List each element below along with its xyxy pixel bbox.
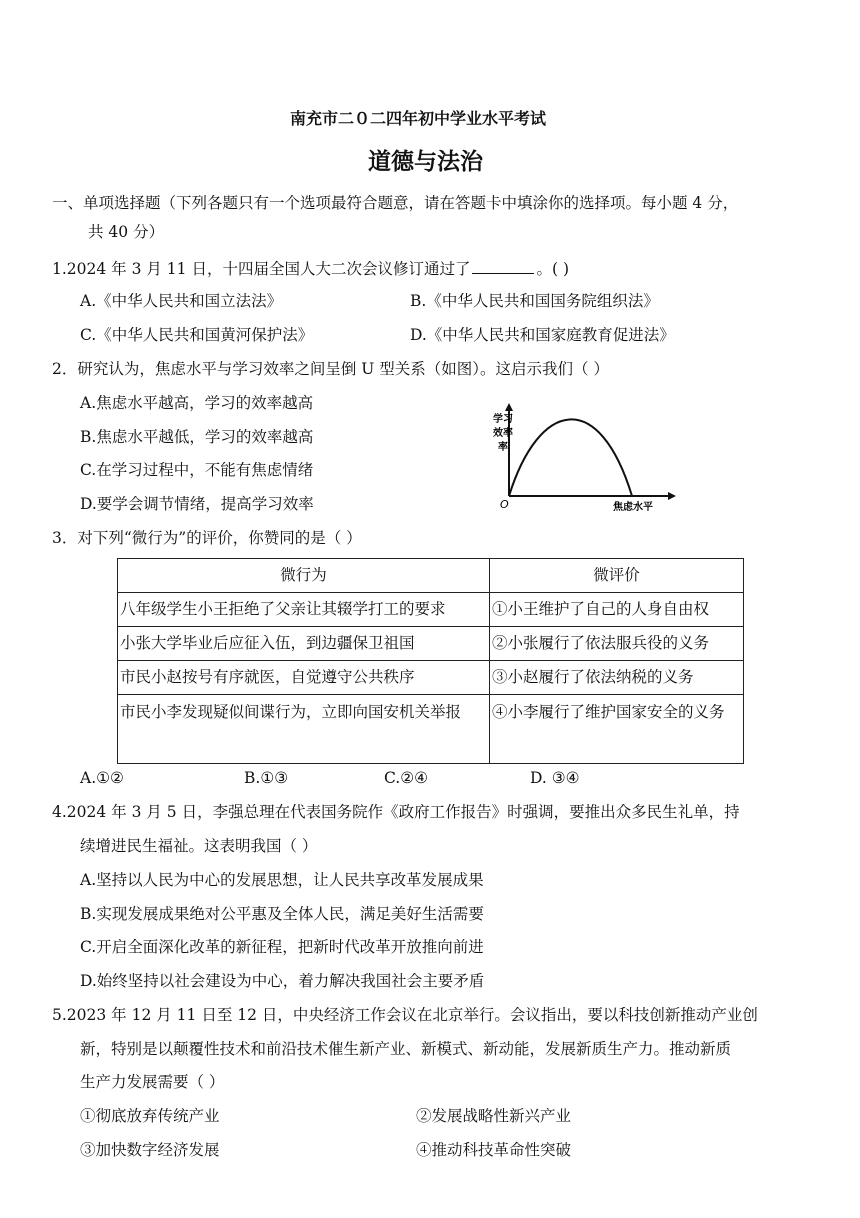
exam-title: 南充市二０二四年初中学业水平考试 — [290, 109, 547, 128]
origin-label: O — [500, 498, 509, 511]
table-cell: ①小王维护了自己的人身自由权 — [490, 593, 744, 627]
q1-stem-end: 。( ) — [536, 260, 569, 278]
table-cell: 八年级学生小王拒绝了父亲让其辍学打工的要求 — [118, 593, 490, 627]
table-cell: ②小张履行了依法服兵役的义务 — [490, 627, 744, 661]
q3-stem: 3．对下列“微行为”的评价，你赞同的是（ ） — [52, 529, 362, 547]
q5-item-4: ④推动科技革命性突破 — [416, 1141, 572, 1159]
q3-option-a: A.①② — [80, 769, 124, 787]
q1-stem-text: 1.2024 年 3 月 11 日，十四届全国人大二次会议修订通过了 — [52, 260, 471, 278]
table-row — [118, 593, 744, 627]
table-row — [118, 695, 744, 764]
table-cell: 市民小赵按号有序就医，自觉遵守公共秩序 — [118, 661, 490, 695]
x-label: 焦虑水平 — [613, 502, 653, 513]
q1-option-d: D.《中华人民共和国家庭教育促进法》 — [410, 326, 675, 344]
q3-option-c: C.②④ — [384, 769, 429, 787]
table-cell: ③小赵履行了依法纳税的义务 — [490, 661, 744, 695]
q4-option-c: C.开启全面深化改革的新征程，把新时代改革开放推向前进 — [80, 938, 484, 956]
y-label-1: 学习 — [493, 414, 513, 425]
q4-option-b: B.实现发展成果绝对公平惠及全体人民，满足美好生活需要 — [80, 905, 484, 923]
q4-stem: 4.2024 年 3 月 5 日，李强总理在代表国务院作《政府工作报告》时强调，要推出众多民生礼单，持 — [52, 803, 740, 821]
q5-stem-end: 生产力发展需要（ ） — [80, 1073, 225, 1091]
table-row — [118, 661, 744, 695]
q3-option-d: D. ③④ — [530, 769, 580, 787]
table-header: 微评价 — [490, 559, 744, 593]
q1-option-a: A.《中华人民共和国立法法》 — [80, 292, 283, 310]
section-heading: 一、单项选择题（下列各题只有一个选项最符合题意，请在答题卡中填涂你的选择项。每小题 4 分， — [52, 194, 739, 212]
table-cell: 小张大学毕业后应征入伍，到边疆保卫祖国 — [118, 627, 490, 661]
q3-table — [117, 558, 744, 764]
q5-stem: 5.2023 年 12 月 11 日至 12 日，中央经济工作会议在北京举行。会议指出，要以科技创新推动产业创 — [52, 1006, 758, 1024]
inverted-u-curve — [509, 419, 632, 496]
q1-option-c: C.《中华人民共和国黄河保护法》 — [80, 326, 314, 344]
subject-title: 道德与法治 — [368, 148, 483, 175]
q1-option-b: B.《中华人民共和国国务院组织法》 — [410, 292, 659, 310]
table-row — [118, 627, 744, 661]
y-label-2: 效率 — [493, 428, 513, 439]
q2-option-d: D.要学会调节情绪，提高学习效率 — [80, 495, 314, 513]
table-cell: 市民小李发现疑似间谍行为，立即向国安机关举报 — [118, 695, 490, 764]
table-header-row — [118, 559, 744, 593]
q2-figure-inverted-u — [487, 400, 687, 515]
table-header: 微行为 — [118, 559, 490, 593]
q3-option-b: B.①③ — [244, 769, 289, 787]
q2-option-c: C.在学习过程中，不能有焦虑情绪 — [80, 461, 314, 479]
q5-item-1: ①彻底放弃传统产业 — [80, 1107, 220, 1125]
x-axis-arrow — [668, 492, 676, 500]
q4-option-d: D.始终坚持以社会建设为中心，着力解决我国社会主要矛盾 — [80, 972, 485, 990]
q2-option-a: A.焦虑水平越高，学习的效率越高 — [80, 394, 314, 412]
section-heading-cont: 共 40 分） — [88, 223, 165, 241]
q1-stem — [52, 258, 569, 279]
y-label-3: 率 — [498, 442, 508, 453]
q1-blank — [472, 258, 534, 274]
q5-item-3: ③加快数字经济发展 — [80, 1141, 220, 1159]
q5-stem-cont: 新，特别是以颠覆性技术和前沿技术催生新产业、新模式、新动能，发展新质生产力。推动新质 — [80, 1040, 732, 1058]
q2-option-b: B.焦虑水平越低，学习的效率越高 — [80, 428, 314, 446]
table-cell: ④小李履行了维护国家安全的义务 — [490, 695, 744, 764]
y-axis-arrow — [505, 403, 513, 411]
q4-stem-cont: 续增进民生福祉。这表明我国（ ） — [80, 837, 318, 855]
q4-option-a: A.坚持以人民为中心的发展思想，让人民共享改革发展成果 — [80, 871, 484, 889]
q2-stem: 2．研究认为，焦虑水平与学习效率之间呈倒 U 型关系（如图）。这启示我们（ ） — [52, 360, 609, 378]
q5-item-2: ②发展战略性新兴产业 — [416, 1107, 572, 1125]
